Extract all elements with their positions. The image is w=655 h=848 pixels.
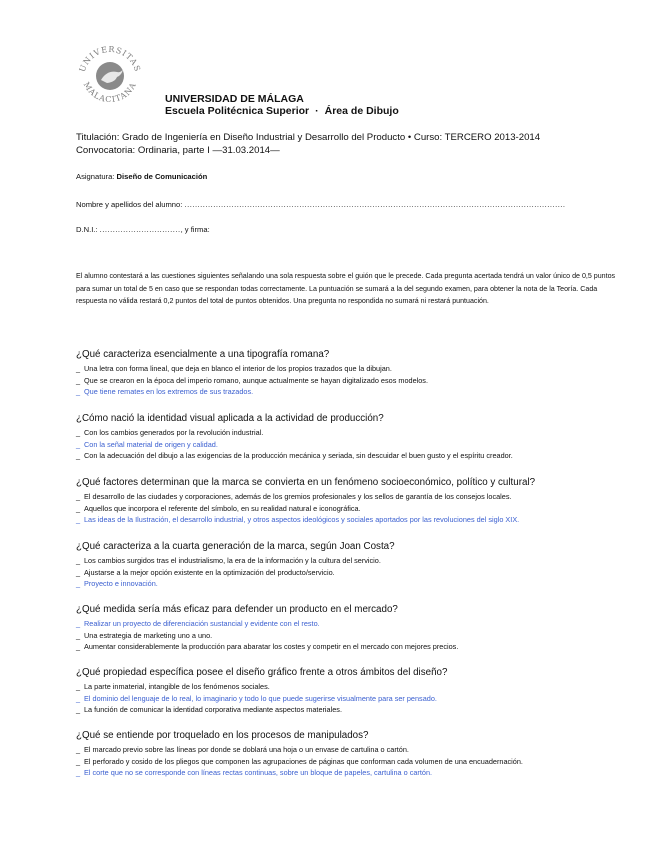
answer-text: El marcado previo sobre las líneas por donde se doblará una hoja o un envase de cartulina o cartón.	[84, 745, 409, 754]
answer-text: El perforado y cosido de los pliegos que componen las agrupaciones de páginas que conforman cada volumen de una encuadernación.	[84, 756, 523, 766]
answer-text: La función de comunicar la identidad corporativa mediante aspectos materiales.	[84, 705, 342, 714]
question-title: ¿Qué factores determinan que la marca se convierta en un fenómeno socioeconómico, político y cultural?	[76, 477, 536, 488]
answer-text: Una letra con forma lineal, que deja en blanco el interior de los propios trazados que la dibujan.	[84, 364, 392, 373]
institution-header	[165, 93, 405, 117]
asignatura-value: Diseño de Comunicación	[116, 172, 208, 181]
answer-option[interactable]: _ Una estrategia de marketing uno a uno.	[76, 630, 213, 640]
answer-option-selected[interactable]: _ El dominio del lenguaje de lo real, lo imaginario y todo lo que puede sugerirse visualmente para ser pensado.	[76, 693, 437, 703]
school-name: Escuela Politécnica Superior	[165, 105, 310, 117]
nombre-field[interactable]: ..................................................................................................................................................	[184, 200, 566, 209]
logo-text-bottom: MALACITANA	[81, 80, 139, 105]
question-title: ¿Qué se entiende por troquelado en los procesos de manipulados?	[76, 730, 369, 741]
answer-option[interactable]: _ Una letra con forma lineal, que deja en blanco el interior de los propios trazados que la dibujan.	[76, 364, 392, 373]
answer-text: Que se crearon en la época del imperio romano, aunque actualmente se hayan digitalizado esos modelos.	[84, 375, 428, 385]
question-title: ¿Qué propiedad específica posee el diseño gráfico frente a otros ámbitos del diseño?	[76, 667, 448, 678]
answer-text: Realizar un proyecto de diferenciación sustancial y evidente con el resto.	[84, 619, 320, 628]
answer-option-selected[interactable]: _ Proyecto e innovación.	[76, 579, 158, 588]
question-title: ¿Qué caracteriza esencialmente a una tipografía romana?	[76, 349, 330, 360]
answer-option[interactable]: _ La función de comunicar la identidad corporativa mediante aspectos materiales.	[76, 705, 342, 714]
nombre-label: Nombre y apellidos del alumno:	[76, 200, 183, 209]
answer-option-selected[interactable]: _ El corte que no se corresponde con líneas rectas continuas, sobre un bloque de papeles, cartulina o cartón.	[76, 768, 433, 777]
question-4	[76, 541, 636, 590]
answer-text: Ajustarse a la mejor opción existente en la optimización del producto/servicio.	[84, 567, 335, 577]
answer-option[interactable]: _ Ajustarse a la mejor opción existente en la optimización del producto/servicio.	[76, 567, 335, 577]
answer-option[interactable]: _ Aumentar considerablemente la producción para abaratar los costes y competir en el mercado con mejores precios.	[76, 642, 459, 651]
answer-text: Una estrategia de marketing uno a uno.	[84, 630, 213, 640]
titulacion-line: Titulación: Grado de Ingeniería en Diseño Industrial y Desarrollo del Producto • Curso: TERCERO 2013-2014	[76, 132, 541, 143]
asignatura-line	[76, 171, 207, 183]
answer-text: Con los cambios generados por la revolución industrial.	[84, 428, 264, 437]
answer-option-selected[interactable]: _ Que tiene remates en los extremos de sus trazados.	[76, 387, 254, 396]
answer-text: Con la señal material de origen y calidad.	[84, 439, 218, 449]
answer-option[interactable]: _ Aquellos que incorpora el referente del símbolo, en su realidad natural e iconográfica.	[76, 503, 361, 513]
area-name: Área de Dibujo	[324, 105, 399, 117]
dni-label: D.N.I.:	[76, 225, 98, 234]
question-3	[76, 477, 636, 526]
separator-dot: ·	[315, 105, 319, 117]
question-1	[76, 349, 636, 398]
dni-field[interactable]: ...............................	[99, 225, 181, 234]
dni-line	[76, 224, 210, 236]
answer-option[interactable]: _ Los cambios surgidos tras el industrialismo, la era de la información y la cultura del servicio.	[76, 556, 381, 565]
answer-option[interactable]: _ Con los cambios generados por la revolución industrial.	[76, 428, 264, 437]
question-2	[76, 413, 636, 462]
answer-text: Que tiene remates en los extremos de sus trazados.	[84, 387, 254, 396]
answer-option[interactable]: _ El marcado previo sobre las líneas por donde se doblará una hoja o un envase de cartulina o cartón.	[76, 745, 409, 754]
answer-text: El desarrollo de las ciudades y corporaciones, además de los gremios profesionales y los sellos de garantía de los consejos locales.	[84, 492, 512, 501]
firma-label: , y firma:	[180, 225, 210, 234]
question-7	[76, 730, 636, 779]
answer-text: Con la adecuación del dibujo a las exigencias de la producción mecánica y seriada, sin descuidar el buen gusto y el espíritu creador.	[84, 451, 513, 460]
answer-option-selected[interactable]: _ Con la señal material de origen y calidad.	[76, 439, 218, 449]
university-name: UNIVERSIDAD DE MÁLAGA	[165, 93, 304, 105]
answer-text: Aumentar considerablemente la producción para abaratar los costes y competir en el mercado con mejores precios.	[84, 642, 459, 651]
answer-option-selected[interactable]: _ Realizar un proyecto de diferenciación sustancial y evidente con el resto.	[76, 619, 320, 628]
nombre-line	[76, 199, 566, 211]
question-6	[76, 667, 636, 716]
question-5	[76, 604, 636, 653]
answer-text: Los cambios surgidos tras el industrialismo, la era de la información y la cultura del servicio.	[84, 556, 381, 565]
answer-text: La parte inmaterial, intangible de los fenómenos sociales.	[84, 682, 270, 691]
question-title: ¿Qué caracteriza a la cuarta generación de la marca, según Joan Costa?	[76, 541, 395, 552]
answer-text: Las ideas de la Ilustración, el desarrollo industrial, y otros aspectos ideológicos y sociales aportados por las revoluciones del siglo XIX.	[84, 515, 520, 524]
answer-option[interactable]: _ El perforado y cosido de los pliegos que componen las agrupaciones de páginas que conforman cada volumen de una encuadernación.	[76, 756, 523, 766]
answer-option[interactable]: _ Con la adecuación del dibujo a las exigencias de la producción mecánica y seriada, sin descuidar el buen gusto y el espíritu creador.	[76, 451, 513, 460]
asignatura-label: Asignatura:	[76, 172, 115, 181]
school-line	[165, 105, 405, 117]
logo-text-top: UNIVERSITAS	[77, 44, 143, 74]
answer-text: El corte que no se corresponde con líneas rectas continuas, sobre un bloque de papeles, cartulina o cartón.	[84, 768, 433, 777]
answer-option-selected[interactable]: _ Las ideas de la Ilustración, el desarrollo industrial, y otros aspectos ideológicos y sociales aportados por las revoluciones del siglo XIX.	[76, 515, 520, 524]
question-title: ¿Cómo nació la identidad visual aplicada a la actividad de producción?	[76, 413, 384, 424]
answer-option[interactable]: _ El desarrollo de las ciudades y corporaciones, además de los gremios profesionales y los sellos de garantía de los consejos locales.	[76, 492, 512, 501]
convocatoria-line: Convocatoria: Ordinaria, parte I —31.03.2014—	[76, 145, 280, 156]
university-logo	[74, 40, 146, 112]
instructions-paragraph: El alumno contestará a las cuestiones siguientes señalando una sola respuesta sobre el guión que le precede. Cada pregunta acertada tendrá un valor único de 0,5 puntos para sumar un total de 5 en caso que se respondan todas correctamente. La puntuación se sumará a la del segundo examen, para obtener la nota de la Teoría. Cada respuesta no válida restará 0,2 puntos del total de puntos obtenidos. Una pregunta no respondida no sumará ni restará puntuación.	[76, 272, 616, 305]
answer-text: Aquellos que incorpora el referente del símbolo, en su realidad natural e iconográfica.	[84, 503, 361, 513]
question-title: ¿Qué medida sería más eficaz para defender un producto en el mercado?	[76, 604, 398, 615]
answer-option[interactable]: _ Que se crearon en la época del imperio romano, aunque actualmente se hayan digitalizado esos modelos.	[76, 375, 428, 385]
answer-option[interactable]: _ La parte inmaterial, intangible de los fenómenos sociales.	[76, 682, 270, 691]
answer-text: El dominio del lenguaje de lo real, lo imaginario y todo lo que puede sugerirse visualmente para ser pensado.	[84, 693, 437, 703]
answer-text: Proyecto e innovación.	[84, 579, 158, 588]
